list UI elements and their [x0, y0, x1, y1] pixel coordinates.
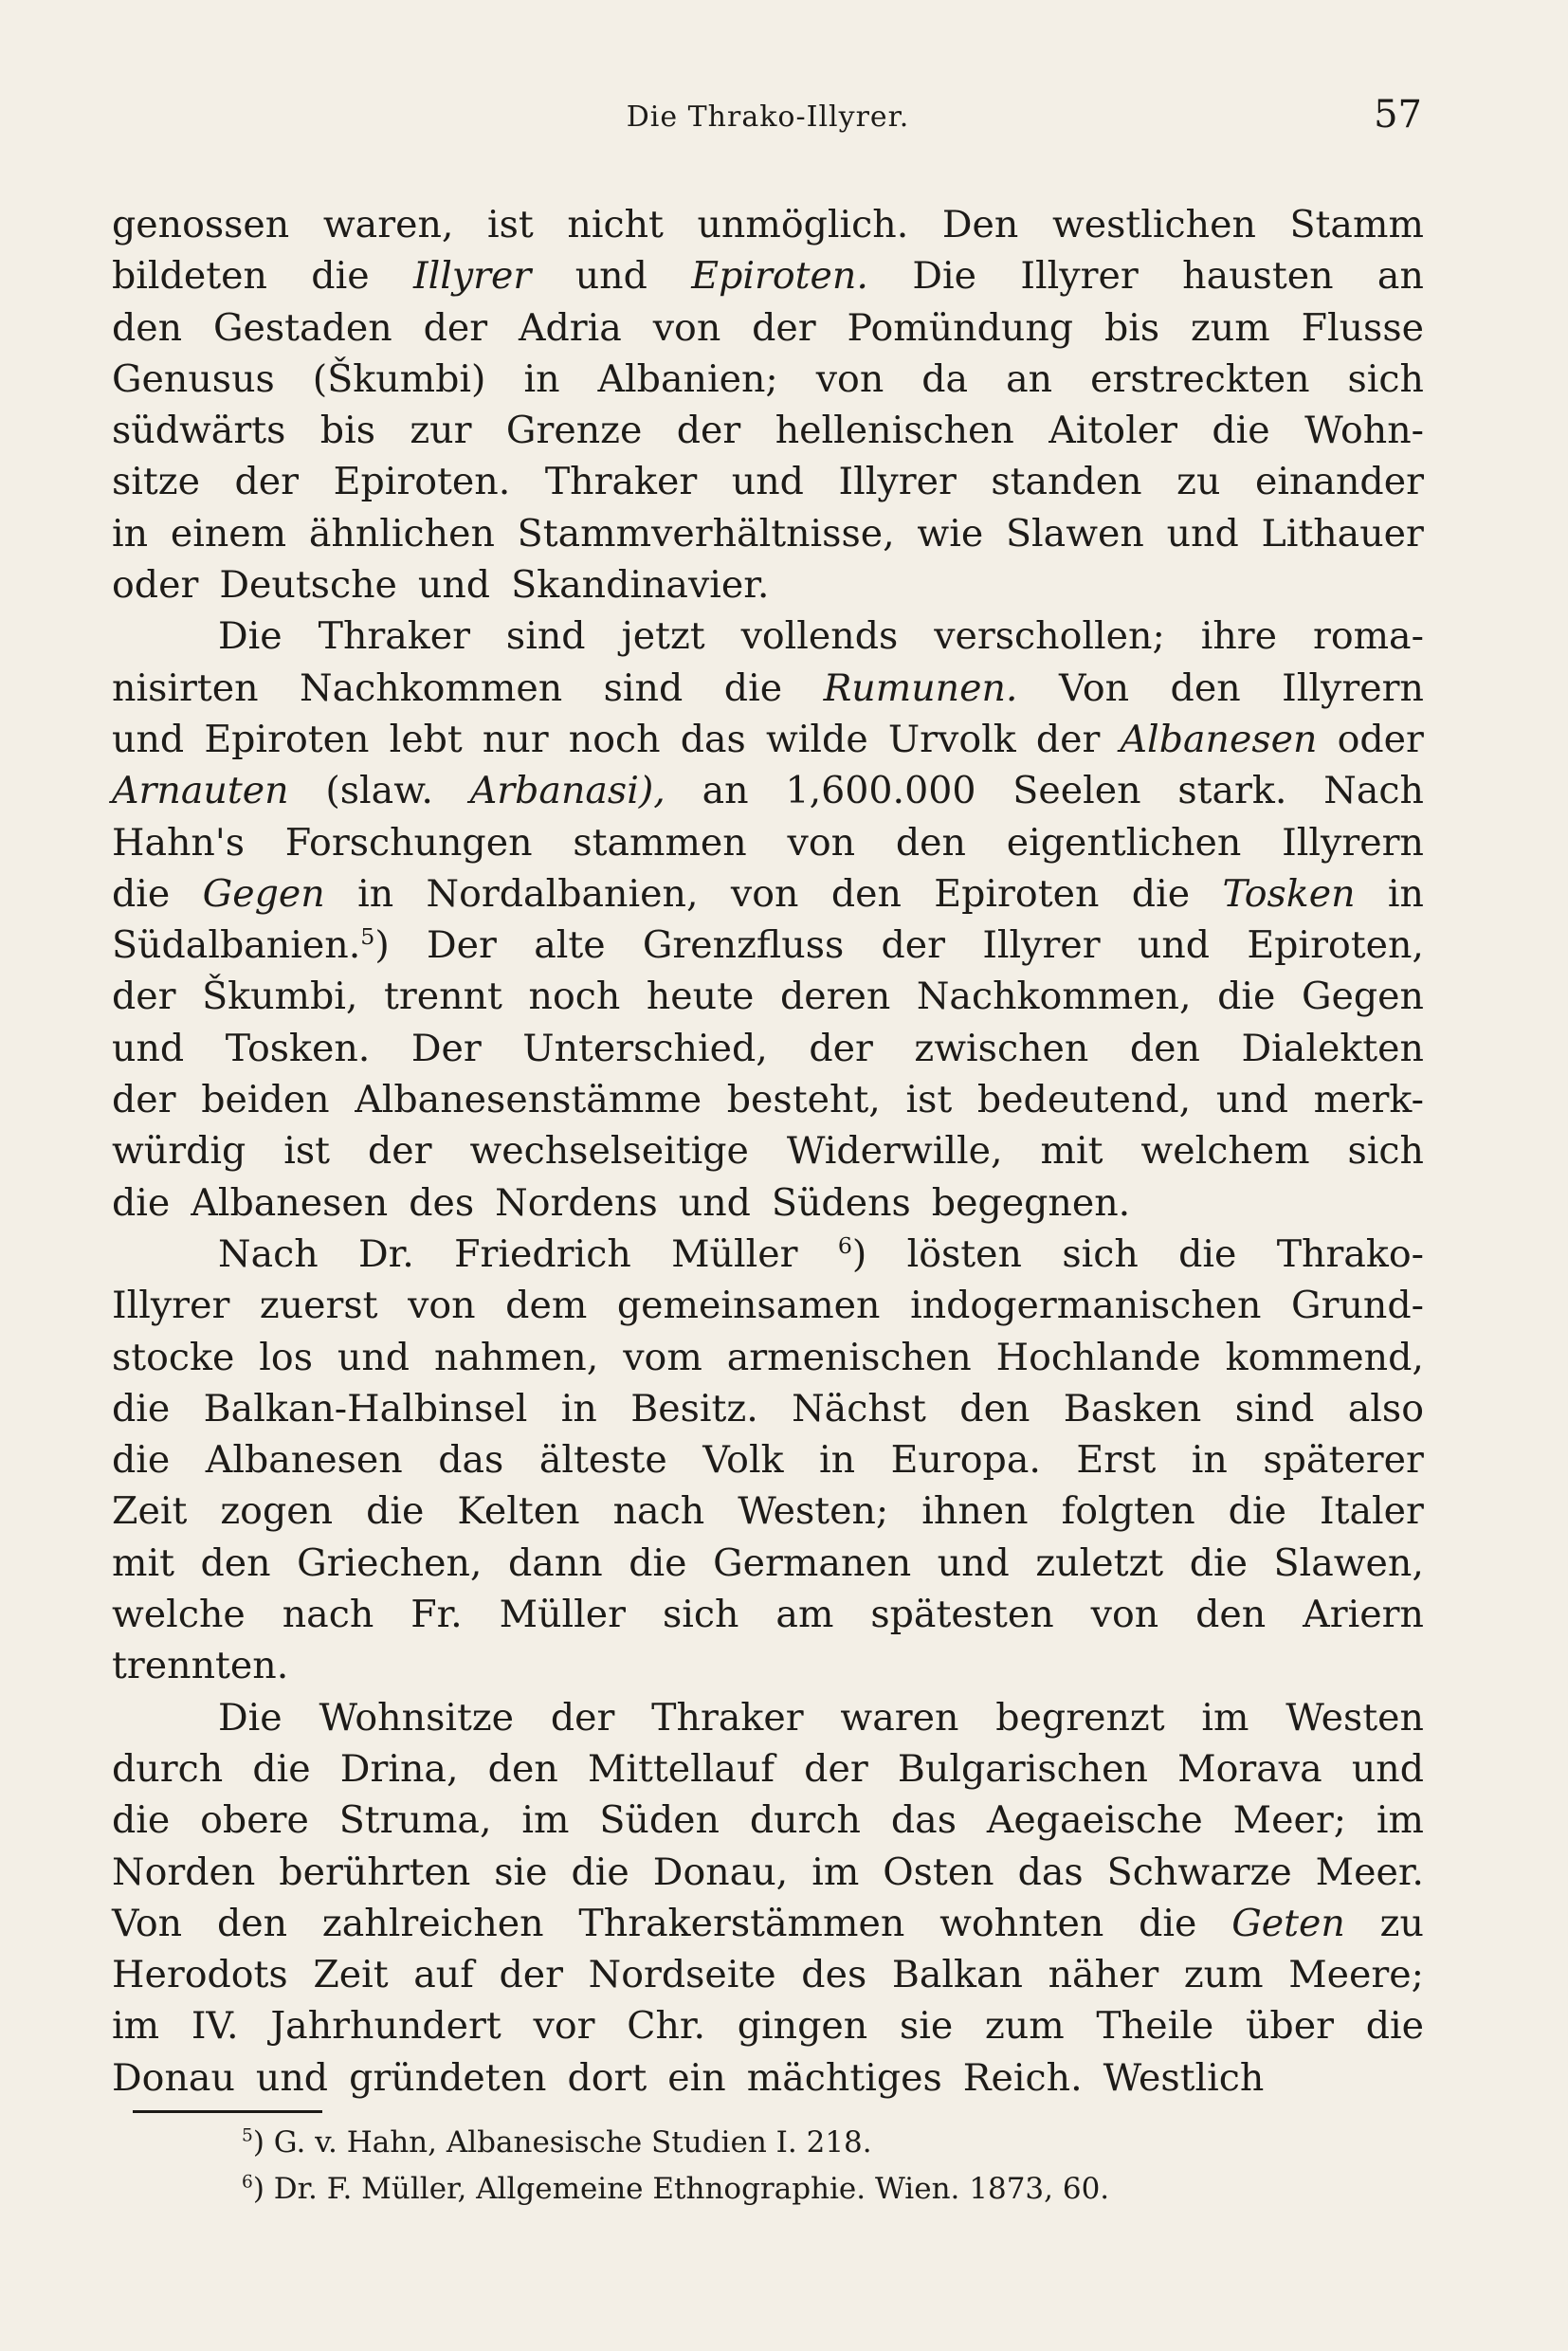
text-line: die obere Struma, im Süden durch das Aegaeische Meer; im	[112, 1798, 1424, 1843]
page-header	[114, 93, 1422, 150]
page-number: 57	[1374, 93, 1422, 137]
text-line: Genusus (Škumbi) in Albanien; von da an erstreckten sich	[112, 356, 1424, 401]
text-line: und Tosken. Der Unterschied, der zwischen den Dialekten	[112, 1026, 1424, 1070]
text-line: der Škumbi, trennt noch heute deren Nachkommen, die Gegen	[112, 975, 1424, 1019]
text-line: die Gegen in Nordalbanien, von den Epiroten die Tosken in	[112, 871, 1424, 916]
footnote	[242, 2166, 1379, 2213]
text-line: mit den Griechen, dann die Germanen und zuletzt die Slawen,	[112, 1540, 1424, 1585]
footnote-rule	[133, 2110, 322, 2113]
footnote	[242, 2120, 1379, 2166]
text-line: Südalbanien.$^5$) Der alte Grenzfluss der Illyrer und Epiroten,	[112, 923, 1424, 968]
footnote-text: ) G. v. Hahn, Albanesische Studien I. 218.	[252, 2125, 872, 2160]
text-line: trennten.	[112, 1644, 289, 1688]
text-line: oder Deutsche und Skandinavier.	[112, 563, 770, 608]
text-line: Arnauten (slaw. Arbanasi), an 1,600.000 Seelen stark. Nach	[112, 769, 1424, 813]
body-text	[112, 199, 1424, 2104]
text-line: sitze der Epiroten. Thraker und Illyrer standen zu einander	[112, 460, 1424, 504]
text-line: der beiden Albanesenstämme besteht, ist bedeutend, und merk-	[112, 1078, 1424, 1122]
text-line: genossen waren, ist nicht unmöglich. Den westlichen Stamm	[112, 203, 1424, 246]
footnotes	[242, 2120, 1379, 2213]
text-line: Norden berührten sie die Donau, im Osten das Schwarze Meer.	[112, 1850, 1424, 1894]
text-line: bildeten die Illyrer und Epiroten. Die Illyrer hausten an	[112, 254, 1424, 299]
text-line: Hahn's Forschungen stammen von den eigentlichen Illyrern	[112, 820, 1424, 865]
text-line: Die Wohnsitze der Thraker waren begrenzt im Westen	[218, 1695, 1424, 1740]
footnote-text: ) Dr. F. Müller, Allgemeine Ethnographie. Wien. 1873, 60.	[252, 2172, 1110, 2206]
text-line: würdig ist der wechselseitige Widerwille, mit welchem sich	[112, 1129, 1424, 1174]
text-line: stocke los und nahmen, vom armenischen Hochlande kommend,	[112, 1335, 1424, 1379]
text-line: den Gestaden der Adria von der Pomündung bis zum Flusse	[112, 305, 1424, 350]
text-line: die Balkan-Halbinsel in Besitz. Nächst den Basken sind also	[112, 1386, 1424, 1431]
text-line: welche nach Fr. Müller sich am spätesten von den Ariern	[112, 1593, 1424, 1637]
text-line: in einem ähnlichen Stammverhältnisse, wie Slawen und Lithauer	[112, 511, 1424, 556]
text-line: Illyrer zuerst von dem gemeinsamen indogermanischen Grund-	[112, 1284, 1424, 1328]
running-title: Die Thrako-Illyrer.	[626, 100, 910, 134]
text-line: im IV. Jahrhundert vor Chr. gingen sie zum Theile über die	[112, 2004, 1424, 2049]
text-line: die Albanesen des Nordens und Südens begegnen.	[112, 1180, 1131, 1225]
text-line: Die Thraker sind jetzt vollends verschollen; ihre roma-	[218, 614, 1424, 659]
text-line: nisirten Nachkommen sind die Rumunen. Von den Illyrern	[112, 665, 1424, 710]
text-line: die Albanesen das älteste Volk in Europa. Erst in späterer	[112, 1438, 1424, 1483]
footnote-mark: 5	[242, 2125, 253, 2146]
text-line: Donau und gründeten dort ein mächtiges Reich. Westlich	[112, 2055, 1265, 2100]
text-line: Nach Dr. Friedrich Müller $^6$) lösten sich die Thrako-	[218, 1231, 1424, 1276]
text-line: und Epiroten lebt nur noch das wilde Urvolk der Albanesen oder	[112, 717, 1424, 761]
text-line: südwärts bis zur Grenze der hellenischen Aitoler die Wohn-	[112, 409, 1424, 453]
text-line: Zeit zogen die Kelten nach Westen; ihnen folgten die Italer	[112, 1489, 1424, 1534]
text-line: durch die Drina, den Mittellauf der Bulgarischen Morava und	[112, 1746, 1424, 1791]
text-line: Herodots Zeit auf der Nordseite des Balkan näher zum Meere;	[112, 1953, 1424, 1997]
text-line: Von den zahlreichen Thrakerstämmen wohnten die Geten zu	[112, 1901, 1424, 1945]
footnote-mark: 6	[242, 2172, 253, 2193]
